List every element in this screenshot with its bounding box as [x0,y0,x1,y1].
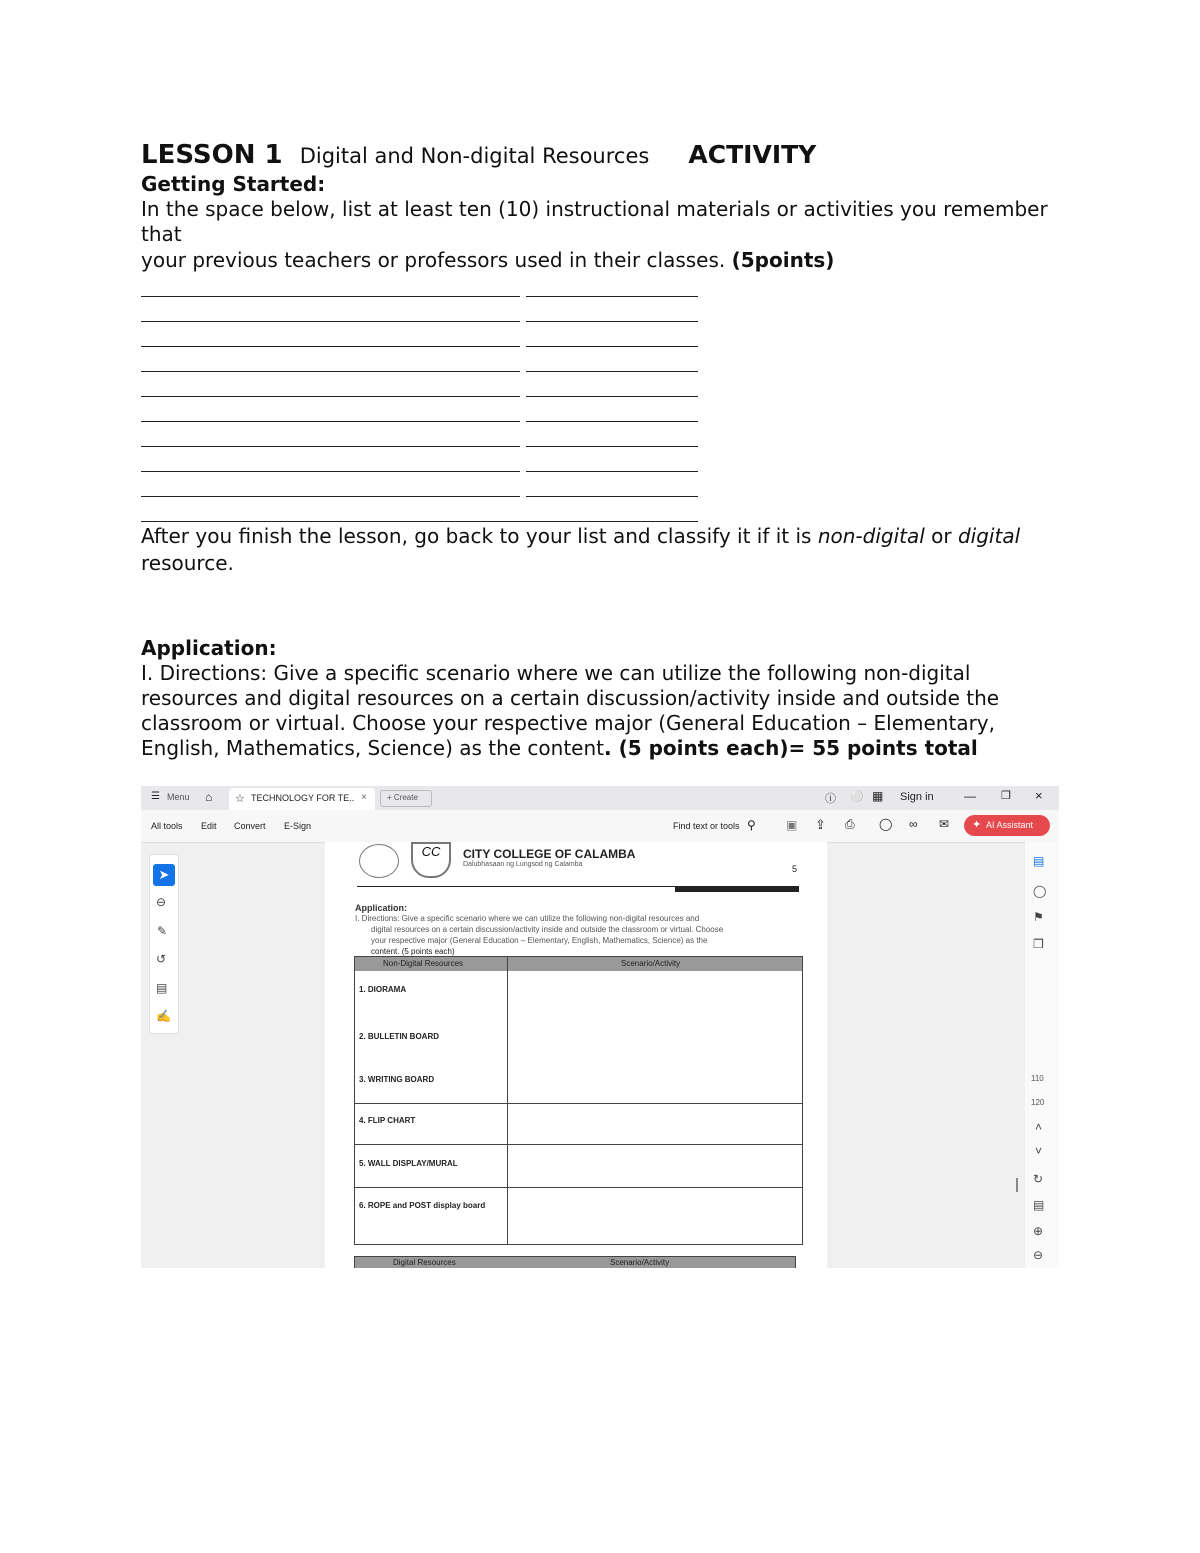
after-non-digital: non-digital [817,524,925,548]
answer-line-short [520,521,698,522]
ai-icon: ✦ [972,819,982,831]
sign-in-link[interactable]: Sign in [900,791,934,803]
answer-line-short [526,346,698,347]
mail-icon[interactable]: ✉ [939,817,950,831]
left-tool-panel [149,854,179,1034]
table-rule [355,1103,802,1104]
comments-icon[interactable]: ◯ [1033,884,1047,898]
answer-line [141,471,520,472]
create-label: + Create [387,793,418,802]
answer-line-short [526,446,698,447]
toolbar-all-tools[interactable]: All tools [151,821,183,831]
zoom-out-icon[interactable]: ⊖ [1033,1248,1044,1262]
stamp-icon[interactable]: ✍ [156,1009,171,1023]
edit-pdf-icon[interactable]: ▤ [1033,854,1045,868]
doc-dir-2: digital resources on a certain discussion/activity inside and outside the classroom or virtual. Choose [371,925,724,934]
table-divider [507,957,508,1244]
doc-application-title: Application: [355,903,407,913]
table-row: 4. FLIP CHART [359,1116,416,1125]
points-label: (5points) [731,248,835,272]
after-text-2: resource. [141,551,234,575]
chevron-down-icon[interactable]: ˅ [1035,1144,1043,1158]
after-digital: digital [957,524,1021,548]
tab-active[interactable] [229,788,375,810]
after-lesson-note [141,523,1061,577]
lesson-number: LESSON 1 [141,140,283,170]
getting-started-title: Getting Started: [141,172,326,196]
header-rule-bar [675,886,799,892]
doc-dir-3: your respective major (General Education – Elementary, English, Mathematics, Science) as the [371,936,708,945]
table-col1-header: Non-Digital Resources [383,959,464,968]
directions-points: . (5 points each)= 55 points total [604,736,978,760]
answer-line-short [526,296,698,297]
document-page [325,842,827,1268]
zoom-in-icon[interactable]: ⊕ [1033,1224,1044,1238]
table-col2-header: Scenario/Activity [621,959,681,968]
answer-line [141,396,520,397]
link-icon[interactable]: ∞ [909,817,918,831]
right-tool-panel [1025,842,1059,1268]
toolbar-edit[interactable]: Edit [201,821,217,831]
getting-started-line2 [141,248,1061,273]
answer-line [141,496,520,497]
table-rule [355,1144,802,1145]
doc-dir-4: content. (5 points each) [371,947,455,956]
restore-icon[interactable]: ❐ [1001,790,1011,802]
zoom-value-2: 120 [1031,1098,1045,1107]
bookmark-icon[interactable]: ⚑ [1033,910,1044,924]
star-icon: ☆ [235,793,245,805]
ai-assistant-button[interactable] [964,815,1050,836]
table-row: 2. BULLETIN BOARD [359,1032,439,1041]
answer-line-short [526,496,698,497]
digital-col1-header: Digital Resources [393,1258,456,1267]
application-directions [141,661,1056,761]
home-icon[interactable]: ⌂ [205,790,213,804]
ai-assistant-label: AI Assistant [986,820,1034,830]
college-subtitle: Dalubhasaan ng Lungsod ng Calamba [463,861,583,868]
table-row: 1. DIORAMA [359,985,407,994]
lesson-subtitle: Digital and Non-digital Resources [299,144,650,168]
answer-line-short [526,471,698,472]
ccc-logo-icon: CC [411,842,451,878]
digital-col2-header: Scenario/Activity [610,1258,670,1267]
zoom-value-1: 110 [1031,1074,1044,1083]
zoom-tool-icon[interactable]: ⊖ [156,895,167,909]
bell-icon[interactable]: ⚪ [850,791,864,803]
answer-line-short [526,421,698,422]
table-rule [355,1187,802,1188]
pages-icon[interactable]: ❐ [1033,937,1044,951]
scrollbar-thumb[interactable] [1016,1178,1018,1192]
answer-line [141,321,520,322]
select-cursor-icon[interactable]: ➤ [153,864,175,886]
menu-label[interactable]: Menu [167,792,190,802]
save-icon[interactable]: ▣ [786,818,798,832]
pen-icon[interactable]: ✎ [157,924,168,938]
chevron-up-icon[interactable]: ˄ [1035,1120,1043,1134]
help-icon[interactable]: ⓘ [825,793,836,805]
answer-line-short [526,371,698,372]
minimize-icon[interactable]: — [964,789,976,803]
non-digital-table [354,956,803,1245]
directions-text: I. Directions: Give a specific scenario where we can utilize the following non-digital resources and digital resources on a certain discussion/activity inside and outside the classroom or virtual. Choose your respective major (General Education – Elementary, English, Mathematics, Science) as the content [141,661,1000,760]
create-tab-button[interactable] [380,790,432,807]
rotate-icon[interactable]: ↻ [1033,1172,1044,1186]
getting-started-line1: In the space below, list at least ten (10) instructional materials or activities you remember that [141,197,1048,246]
eraser-icon[interactable]: ↺ [156,952,167,966]
upload-icon[interactable]: ⇪ [815,817,826,832]
answer-line [141,521,520,522]
lesson-heading [141,140,816,170]
menu-icon[interactable]: ☰ [151,791,160,802]
tab-title: TECHNOLOGY FOR TE.. [251,793,355,803]
page-fit-icon[interactable]: ▤ [1033,1198,1045,1212]
toolbar-convert[interactable]: Convert [234,821,266,831]
table-row: 3. WRITING BOARD [359,1075,435,1084]
app-toolbar [141,810,1059,843]
activity-label: ACTIVITY [688,140,817,169]
browser-tab-bar [141,786,1059,810]
find-input[interactable]: Find text or tools [673,821,740,831]
close-window-icon[interactable]: × [1035,788,1043,803]
college-seal-icon [359,844,399,878]
page-number: 5 [792,864,798,874]
answer-line [141,446,520,447]
answer-line [141,371,520,372]
answer-line [141,421,520,422]
after-or: or [931,524,952,548]
table-row: 5. WALL DISPLAY/MURAL [359,1159,458,1168]
doc-dir-1: I. Directions: Give a specific scenario where we can utilize the following non-digital resources and [355,914,700,923]
close-tab-icon[interactable]: × [361,792,367,803]
table-row: 6. ROPE and POST display board [359,1201,486,1210]
getting-started-line2-text: your previous teachers or professors used in their classes. [141,248,726,272]
text-box-icon[interactable]: ▤ [156,981,168,995]
answer-line [141,346,520,347]
embedded-screenshot [141,786,1059,1268]
print-icon[interactable]: ⎙ [845,817,855,831]
search-icon[interactable]: ⚲ [747,818,756,832]
answer-line-short [526,321,698,322]
digital-table-header [354,1256,796,1268]
comment-icon[interactable]: ◯ [879,817,893,831]
after-text-1: After you finish the lesson, go back to your list and classify it if it is [141,524,812,548]
college-name: CITY COLLEGE OF CALAMBA [463,847,636,861]
toolbar-esign[interactable]: E-Sign [284,821,312,831]
answer-line [141,296,520,297]
apps-icon[interactable]: ▦ [872,789,884,803]
application-title: Application: [141,636,277,660]
answer-line-short [526,396,698,397]
